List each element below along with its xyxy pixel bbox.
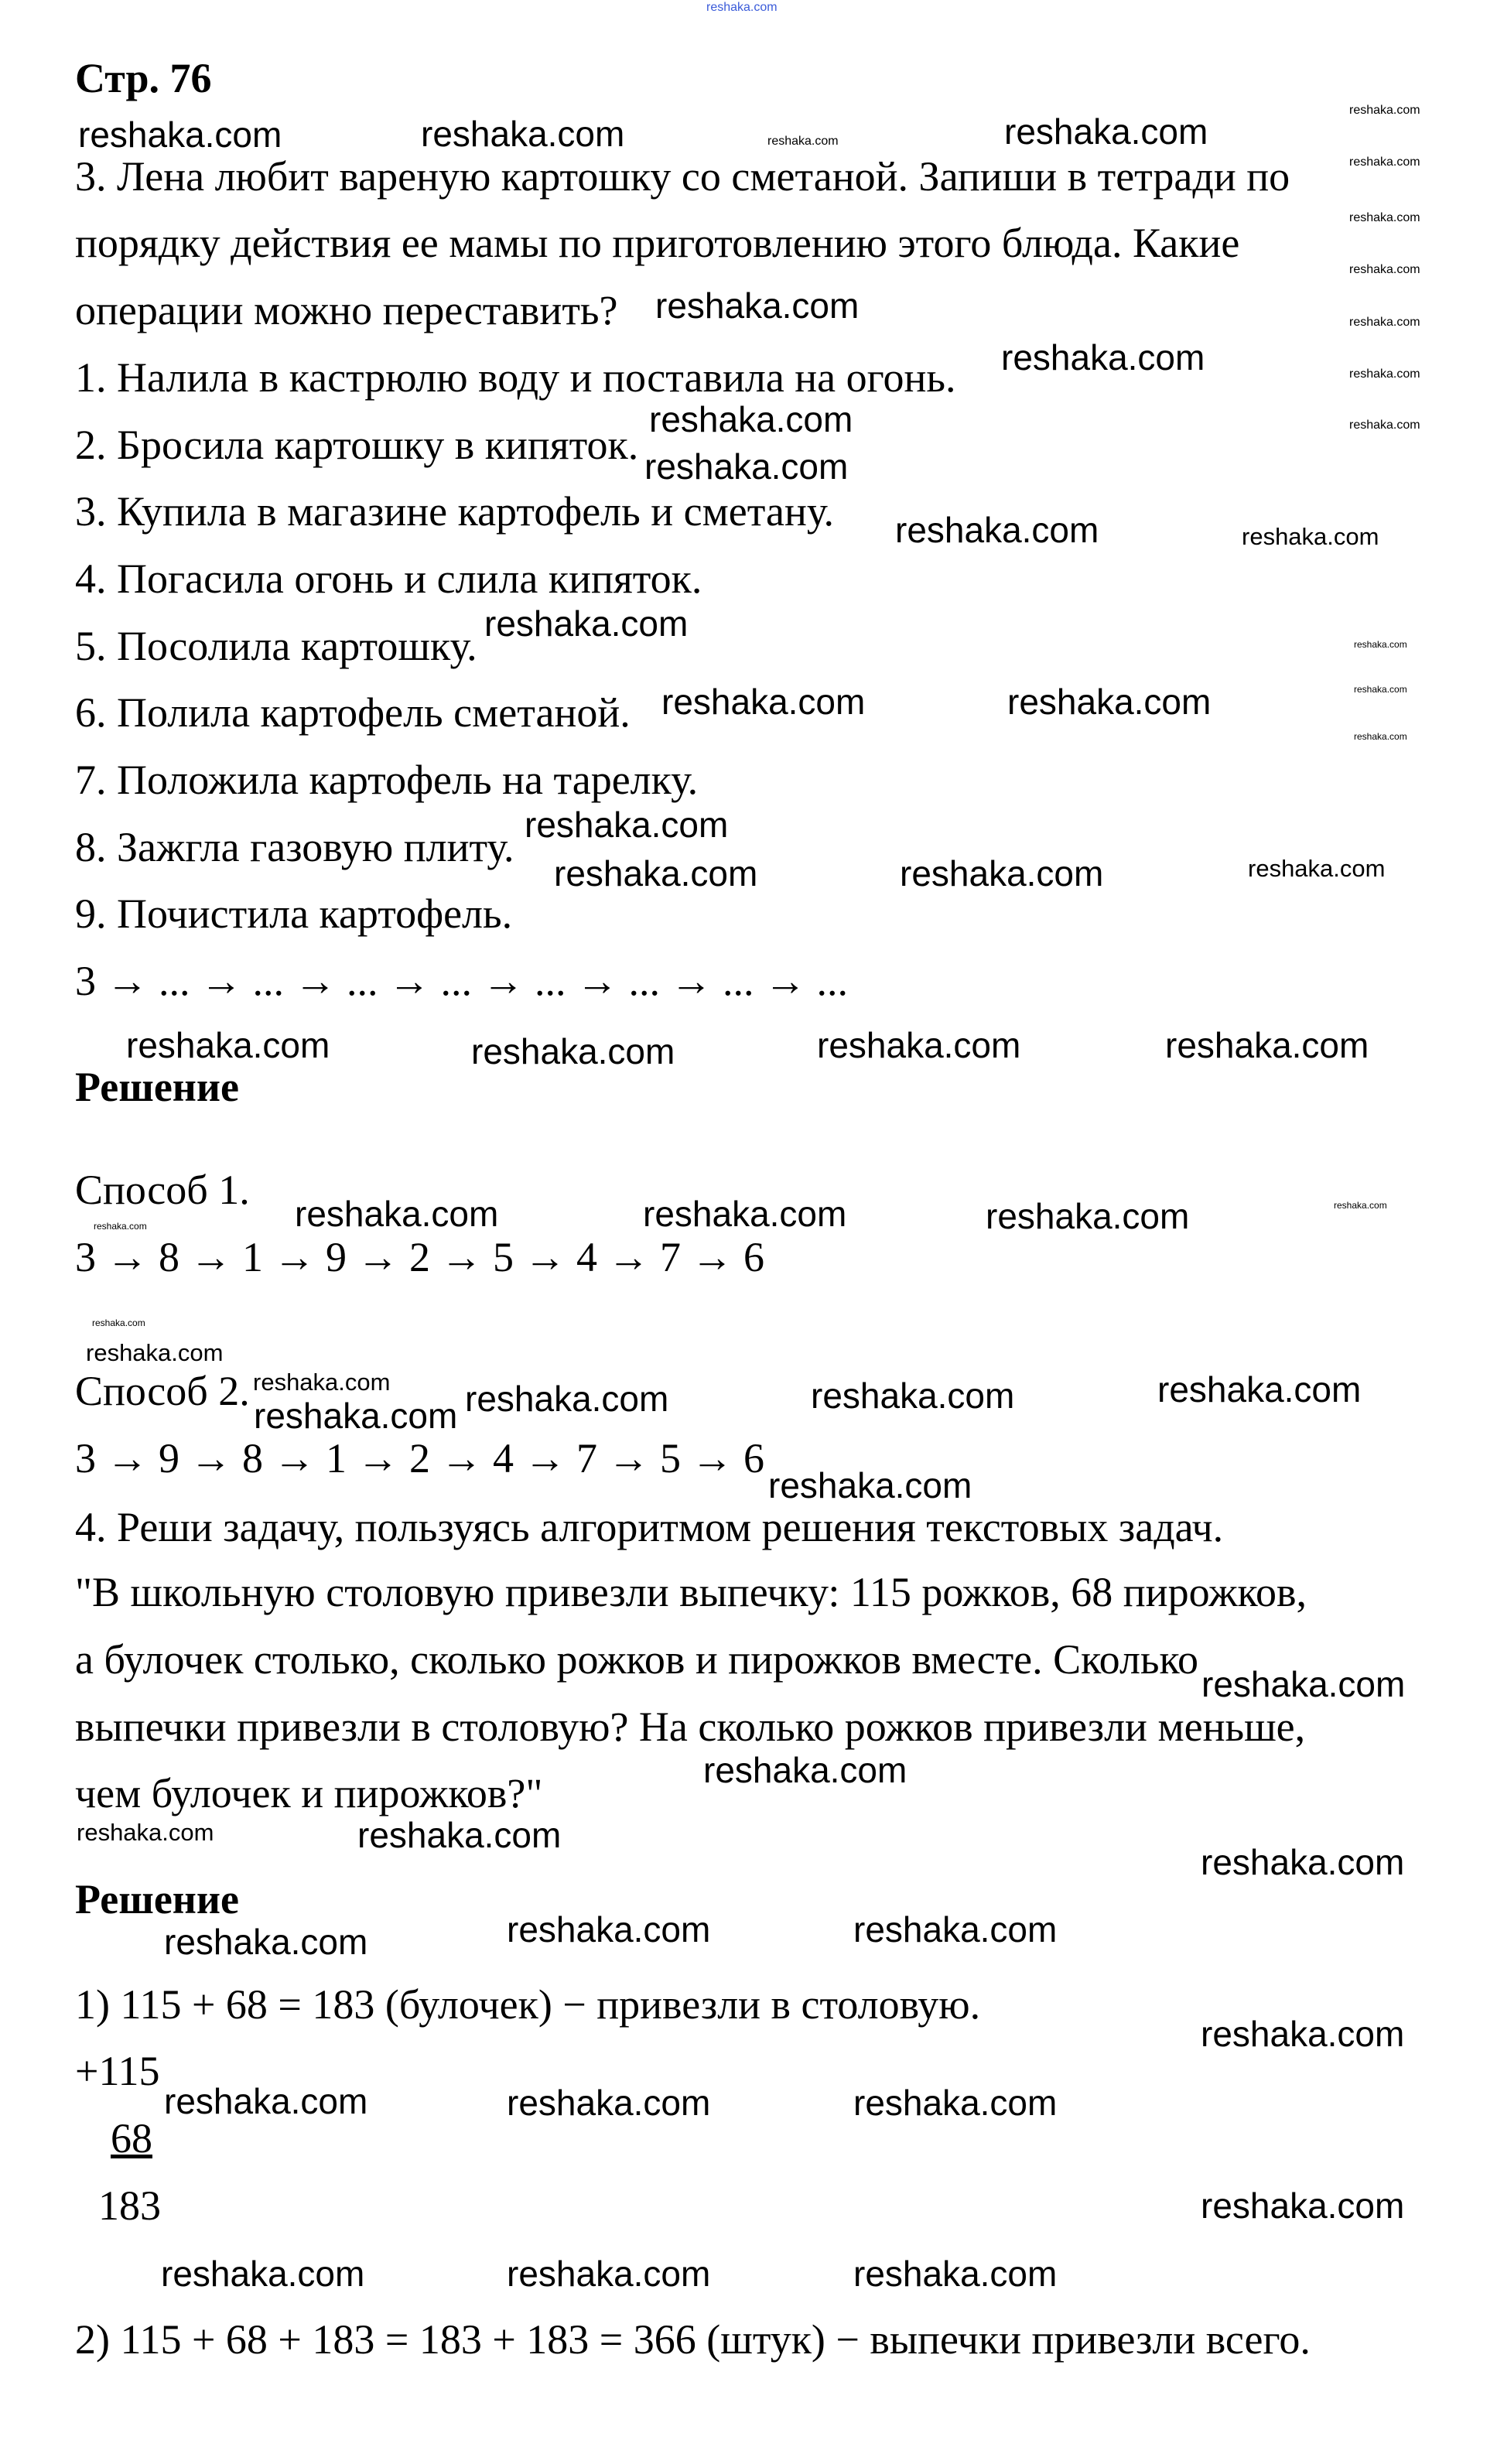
column-addend: 68 [111, 2115, 152, 2162]
page-title: Стр. 76 [75, 55, 212, 101]
task4-text: а булочек столько, сколько рожков и пирожков вместе. Сколько [75, 1636, 1199, 1683]
watermark: reshaka.com [853, 1909, 1058, 1950]
task3-text: 3. Лена любит вареную картошку со сметаной. Запиши в тетради по [75, 153, 1290, 200]
watermark: reshaka.com [644, 446, 849, 487]
watermark: reshaka.com [706, 1, 778, 14]
watermark: reshaka.com [421, 114, 625, 154]
task3-template: 3 → ... → ... → ... → ... → ... → ... → ... → ... [75, 958, 848, 1004]
watermark: reshaka.com [507, 2254, 711, 2294]
watermark: reshaka.com [1349, 263, 1420, 276]
watermark: reshaka.com [77, 1819, 214, 1846]
task3-step: 7. Положила картофель на тарелку. [75, 757, 699, 803]
watermark: reshaka.com [895, 510, 1099, 550]
watermark: reshaka.com [254, 1396, 458, 1436]
task4-text: чем булочек и пирожков?" [75, 1770, 543, 1816]
task4-text: 4. Реши задачу, пользуясь алгоритмом решения текстовых задач. [75, 1504, 1224, 1550]
task3-step: 8. Зажгла газовую плиту. [75, 824, 514, 870]
watermark: reshaka.com [1354, 731, 1407, 742]
watermark: reshaka.com [1201, 1664, 1406, 1704]
watermark: reshaka.com [1201, 2014, 1405, 2054]
task3-text: операции можно переставить? [75, 287, 618, 333]
watermark: reshaka.com [811, 1376, 1015, 1416]
task3-step: 6. Полила картофель сметаной. [75, 689, 631, 736]
watermark: reshaka.com [661, 682, 866, 722]
way1-sequence: 3 → 8 → 1 → 9 → 2 → 5 → 4 → 7 → 6 [75, 1234, 764, 1280]
column-addend: +115 [75, 2048, 160, 2094]
watermark: reshaka.com [1349, 419, 1420, 432]
watermark: reshaka.com [1004, 111, 1208, 152]
watermark: reshaka.com [1242, 523, 1379, 550]
solution-heading: Решение [75, 1064, 239, 1110]
watermark: reshaka.com [1349, 155, 1420, 169]
watermark: reshaka.com [817, 1025, 1021, 1065]
task3-step: 4. Погасила огонь и слила кипяток. [75, 555, 702, 602]
watermark: reshaka.com [465, 1379, 669, 1419]
solution-step: 2) 115 + 68 + 183 = 183 + 183 = 366 (штук) − выпечки привезли всего. [75, 2316, 1311, 2363]
watermark: reshaka.com [655, 285, 860, 326]
watermark: reshaka.com [164, 1922, 368, 1962]
watermark: reshaka.com [295, 1194, 499, 1234]
watermark: reshaka.com [1349, 104, 1420, 117]
watermark: reshaka.com [92, 1317, 145, 1328]
watermark: reshaka.com [649, 399, 853, 439]
watermark: reshaka.com [1001, 337, 1205, 378]
task3-text: порядку действия ее мамы по приготовлению этого блюда. Какие [75, 220, 1240, 266]
watermark: reshaka.com [1349, 367, 1420, 381]
watermark: reshaka.com [507, 2083, 711, 2123]
watermark: reshaka.com [161, 2254, 365, 2294]
watermark: reshaka.com [767, 135, 839, 148]
watermark: reshaka.com [1354, 639, 1407, 650]
task3-step: 1. Налила в кастрюлю воду и поставила на огонь. [75, 354, 956, 401]
watermark: reshaka.com [1201, 1842, 1405, 1882]
watermark: reshaka.com [1007, 682, 1212, 722]
watermark: reshaka.com [94, 1221, 147, 1232]
watermark: reshaka.com [554, 853, 758, 894]
watermark: reshaka.com [86, 1339, 224, 1366]
task4-text: "В школьную столовую привезли выпечку: 115 рожков, 68 пирожков, [75, 1569, 1307, 1615]
watermark: reshaka.com [1157, 1369, 1362, 1410]
watermark: reshaka.com [78, 114, 282, 155]
watermark: reshaka.com [507, 1909, 711, 1950]
task3-step: 5. Посолила картошку. [75, 623, 477, 669]
watermark: reshaka.com [986, 1196, 1190, 1236]
watermark: reshaka.com [1354, 684, 1407, 695]
task4-text: выпечки привезли в столовую? На сколько рожков привезли меньше, [75, 1704, 1306, 1750]
watermark: reshaka.com [1248, 855, 1386, 882]
solution-step: 1) 115 + 68 = 183 (булочек) − привезли в столовую. [75, 1981, 981, 2028]
watermark: reshaka.com [471, 1031, 675, 1071]
watermark: reshaka.com [1349, 211, 1420, 224]
watermark: reshaka.com [853, 2083, 1058, 2123]
watermark: reshaka.com [126, 1025, 330, 1065]
way2-sequence: 3 → 9 → 8 → 1 → 2 → 4 → 7 → 5 → 6 [75, 1435, 764, 1481]
task3-step: 2. Бросила картошку в кипяток. [75, 422, 639, 468]
watermark: reshaka.com [1201, 2185, 1405, 2226]
way2-label: Способ 2. [75, 1368, 250, 1414]
watermark: reshaka.com [484, 603, 689, 644]
watermark: reshaka.com [900, 853, 1104, 894]
task3-step: 3. Купила в магазине картофель и сметану. [75, 488, 834, 535]
watermark: reshaka.com [357, 1815, 562, 1855]
solution-heading: Решение [75, 1876, 239, 1922]
watermark: reshaka.com [768, 1465, 972, 1505]
watermark: reshaka.com [643, 1194, 847, 1234]
task3-step: 9. Почистила картофель. [75, 890, 513, 937]
watermark: reshaka.com [1349, 316, 1420, 329]
watermark: reshaka.com [164, 2081, 368, 2121]
watermark: reshaka.com [253, 1369, 391, 1396]
watermark: reshaka.com [1165, 1025, 1369, 1065]
watermark: reshaka.com [853, 2254, 1058, 2294]
column-result: 183 [98, 2182, 161, 2229]
watermark: reshaka.com [703, 1750, 907, 1790]
watermark: reshaka.com [1334, 1200, 1387, 1211]
watermark: reshaka.com [525, 805, 729, 845]
way1-label: Способ 1. [75, 1167, 250, 1213]
